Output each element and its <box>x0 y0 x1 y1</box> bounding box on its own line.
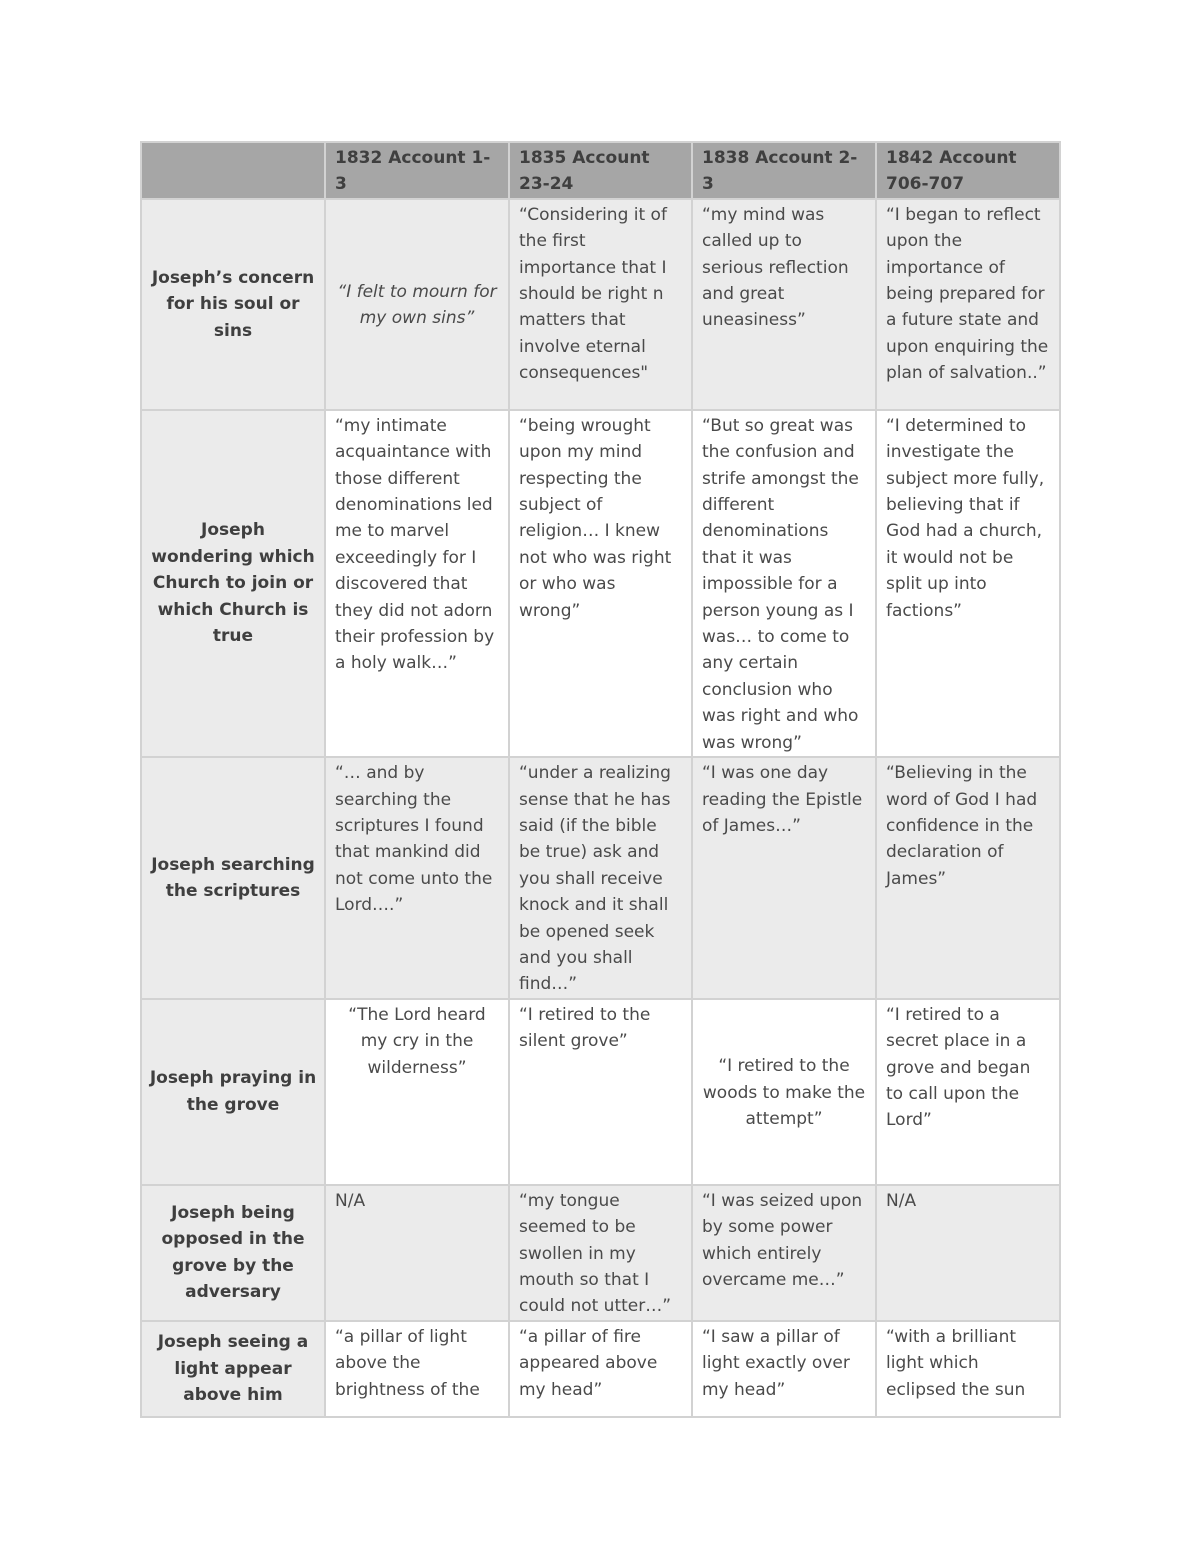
cell-1832: “… and by searching the scriptures I found that mankind did not come unto the Lord….” <box>325 757 509 999</box>
table-row <box>141 1185 1060 1321</box>
cell-1842: “I began to reflect upon the importance of being prepared for a future state and upon enquiring the plan of salvation..” <box>876 199 1060 410</box>
table-row <box>141 410 1060 757</box>
table-row <box>141 999 1060 1185</box>
row-topic: Joseph being opposed in the grove by the adversary <box>141 1185 325 1321</box>
row-topic: Joseph’s concern for his soul or sins <box>141 199 325 410</box>
cell-1838: “I was one day reading the Epistle of James…” <box>692 757 876 999</box>
cell-1842: “I determined to investigate the subject more fully, believing that if God had a church, it would not be split up into factions” <box>876 410 1060 757</box>
cell-1842: “with a brilliant light which eclipsed the sun <box>876 1321 1060 1417</box>
table-row <box>141 1321 1060 1417</box>
cell-1838: “But so great was the confusion and strife amongst the different denominations that it was impossible for a person young as I was… to come to any certain conclusion who was right and who was wrong” <box>692 410 876 757</box>
header-cell-1838: 1838 Account 2-3 <box>692 142 876 199</box>
table-row <box>141 757 1060 999</box>
header-cell-topic <box>141 142 325 199</box>
header-cell-1832: 1832 Account 1-3 <box>325 142 509 199</box>
cell-1835: “under a realizing sense that he has said (if the bible be true) ask and you shall receive knock and it shall be opened seek and you shall find…” <box>509 757 692 999</box>
cell-1838: “my mind was called up to serious reflection and great uneasiness” <box>692 199 876 410</box>
row-topic: Joseph seeing a light appear above him <box>141 1321 325 1417</box>
cell-1842: N/A <box>876 1185 1060 1321</box>
header-row <box>141 142 1060 199</box>
cell-1838: “I retired to the woods to make the attempt” <box>692 999 876 1185</box>
header-cell-1842: 1842 Account 706-707 <box>876 142 1060 199</box>
cell-1832: “a pillar of light above the brightness of the <box>325 1321 509 1417</box>
cell-1832: “my intimate acquaintance with those different denominations led me to marvel exceedingly for I discovered that they did not adorn their profession by a holy walk…” <box>325 410 509 757</box>
cell-1832: “The Lord heard my cry in the wilderness” <box>325 999 509 1185</box>
header-cell-1835: 1835 Account 23-24 <box>509 142 692 199</box>
cell-1835: “being wrought upon my mind respecting the subject of religion… I knew not who was right or who was wrong” <box>509 410 692 757</box>
cell-1835: “Considering it of the first importance that I should be right n matters that involve eternal consequences" <box>509 199 692 410</box>
cell-1842: “Believing in the word of God I had confidence in the declaration of James” <box>876 757 1060 999</box>
cell-1838: “I saw a pillar of light exactly over my head” <box>692 1321 876 1417</box>
cell-1838: “I was seized upon by some power which entirely overcame me…” <box>692 1185 876 1321</box>
row-topic: Joseph searching the scriptures <box>141 757 325 999</box>
cell-1835: “my tongue seemed to be swollen in my mouth so that I could not utter…” <box>509 1185 692 1321</box>
cell-1832: N/A <box>325 1185 509 1321</box>
table-row <box>141 199 1060 410</box>
cell-1832: “I felt to mourn for my own sins” <box>325 199 509 410</box>
row-topic: Joseph wondering which Church to join or which Church is true <box>141 410 325 757</box>
row-topic: Joseph praying in the grove <box>141 999 325 1185</box>
cell-1842: “I retired to a secret place in a grove and began to call upon the Lord” <box>876 999 1060 1185</box>
cell-1835: “I retired to the silent grove” <box>509 999 692 1185</box>
cell-1835: “a pillar of fire appeared above my head” <box>509 1321 692 1417</box>
accounts-comparison-table <box>140 141 1061 1418</box>
